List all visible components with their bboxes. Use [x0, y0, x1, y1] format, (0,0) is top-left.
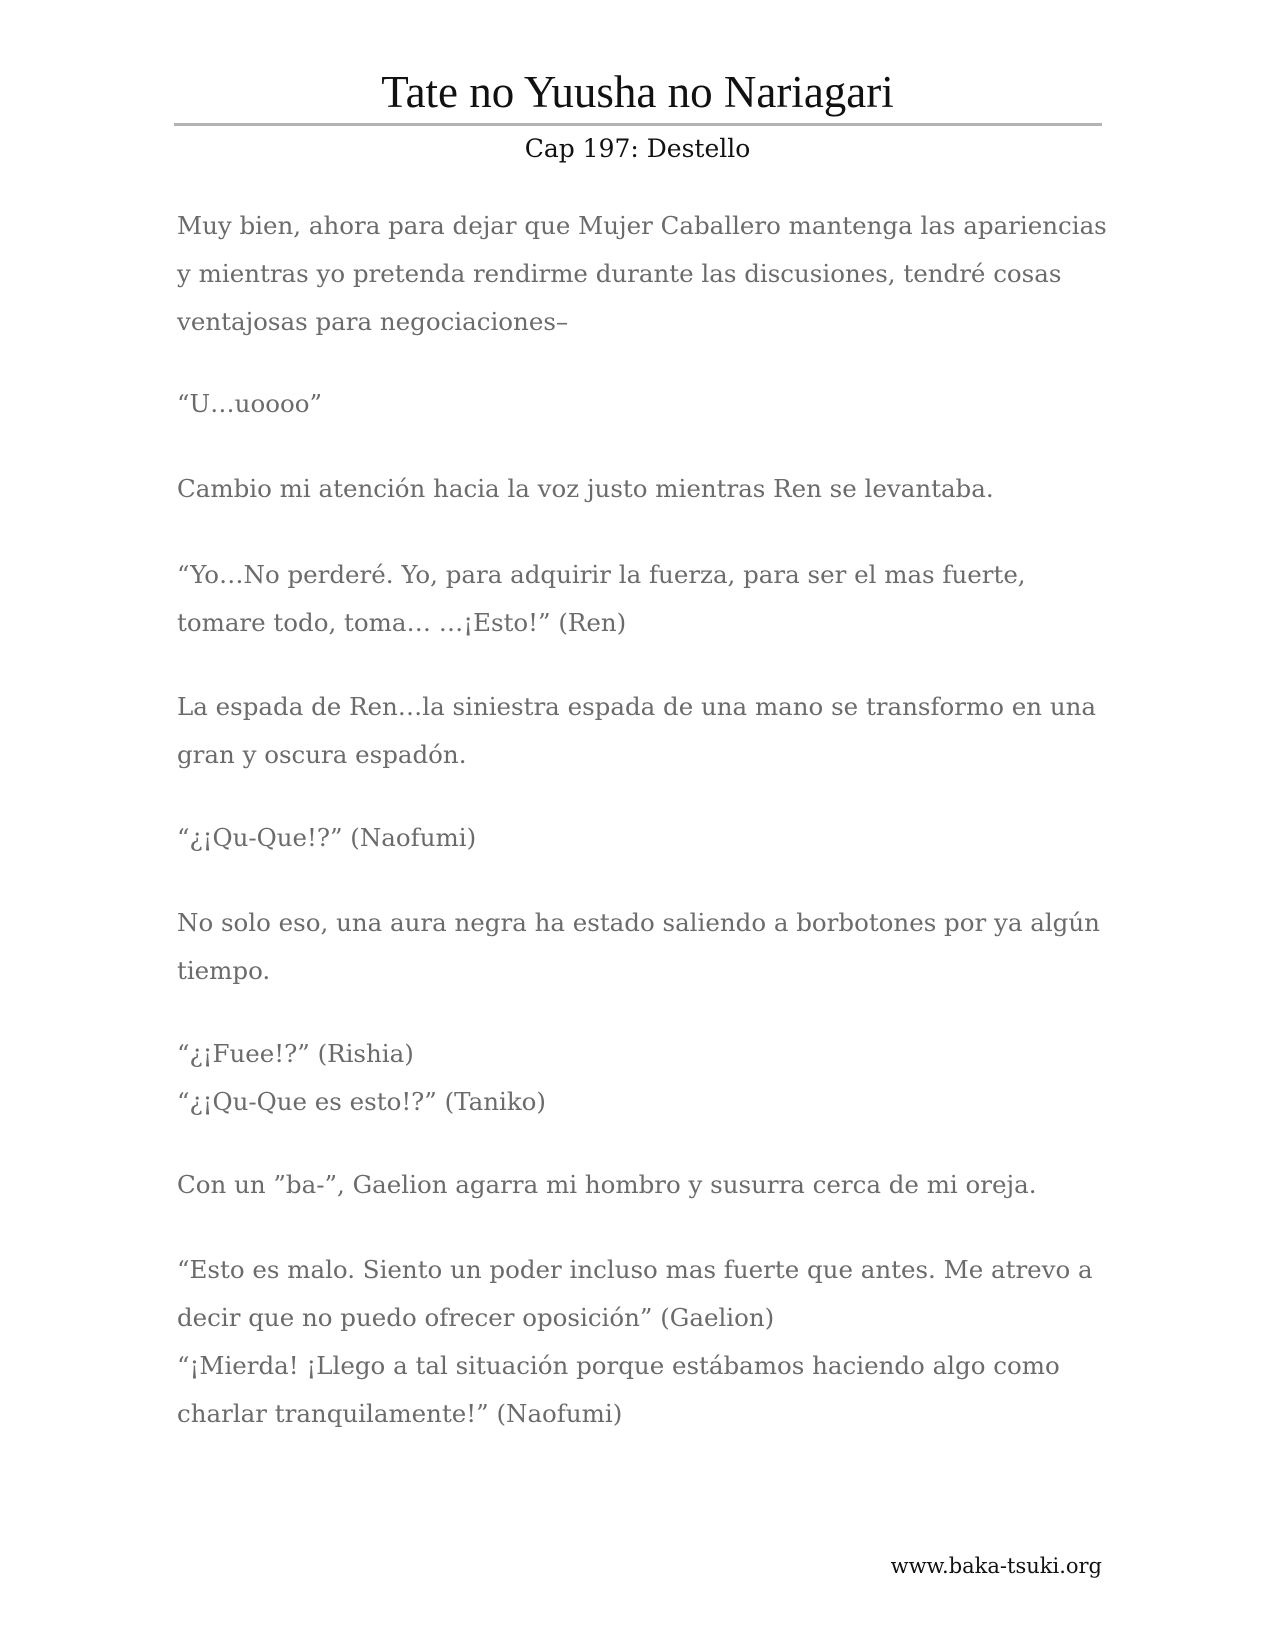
- paragraph: [177, 1030, 1117, 1126]
- text-line: La espada de Ren…la siniestra espada de una mano se transformo en una: [177, 692, 1097, 721]
- text-line: “¿¡Fuee!?” (Rishia): [177, 1039, 414, 1068]
- paragraph: [177, 380, 1117, 428]
- title-divider: [174, 123, 1102, 126]
- text-line: “Yo…No perderé. Yo, para adquirir la fuerza, para ser el mas fuerte,: [177, 560, 1026, 589]
- text-line: “¿¡Qu-Que es esto!?” (Taniko): [177, 1087, 546, 1116]
- footer-url: www.baka-tsuki.org: [890, 1554, 1102, 1578]
- text-line: tomare todo, toma… …¡Esto!” (Ren): [177, 608, 627, 637]
- text-line: Cambio mi atención hacia la voz justo mientras Ren se levantaba.: [177, 474, 994, 503]
- text-line: ventajosas para negociaciones–: [177, 307, 569, 336]
- paragraph: [177, 683, 1117, 779]
- text-line: y mientras yo pretenda rendirme durante las discusiones, tendré cosas: [177, 259, 1062, 288]
- text-line: No solo eso, una aura negra ha estado saliendo a borbotones por ya algún: [177, 908, 1100, 937]
- paragraph: [177, 899, 1117, 995]
- text-line: decir que no puedo ofrecer oposición” (Gaelion): [177, 1303, 775, 1332]
- text-line: gran y oscura espadón.: [177, 740, 467, 769]
- paragraph: [177, 1246, 1117, 1438]
- text-line: “¡Mierda! ¡Llego a tal situación porque estábamos haciendo algo como: [177, 1351, 1060, 1380]
- text-line: “U…uoooo”: [177, 389, 322, 418]
- paragraph: [177, 1161, 1117, 1209]
- text-line: Con un ”ba-”, Gaelion agarra mi hombro y susurra cerca de mi oreja.: [177, 1170, 1037, 1199]
- text-line: tiempo.: [177, 956, 271, 985]
- text-line: “¿¡Qu-Que!?” (Naofumi): [177, 823, 477, 852]
- chapter-subtitle: Cap 197: Destello: [524, 134, 751, 163]
- page-title: Tate no Yuusha no Nariagari: [381, 67, 894, 117]
- paragraph: [177, 202, 1117, 346]
- text-line: Muy bien, ahora para dejar que Mujer Caballero mantenga las apariencias: [177, 211, 1107, 240]
- paragraph: [177, 465, 1117, 513]
- paragraph: [177, 814, 1117, 862]
- text-line: charlar tranquilamente!” (Naofumi): [177, 1399, 623, 1428]
- paragraph: [177, 551, 1117, 647]
- text-line: “Esto es malo. Siento un poder incluso mas fuerte que antes. Me atrevo a: [177, 1255, 1093, 1284]
